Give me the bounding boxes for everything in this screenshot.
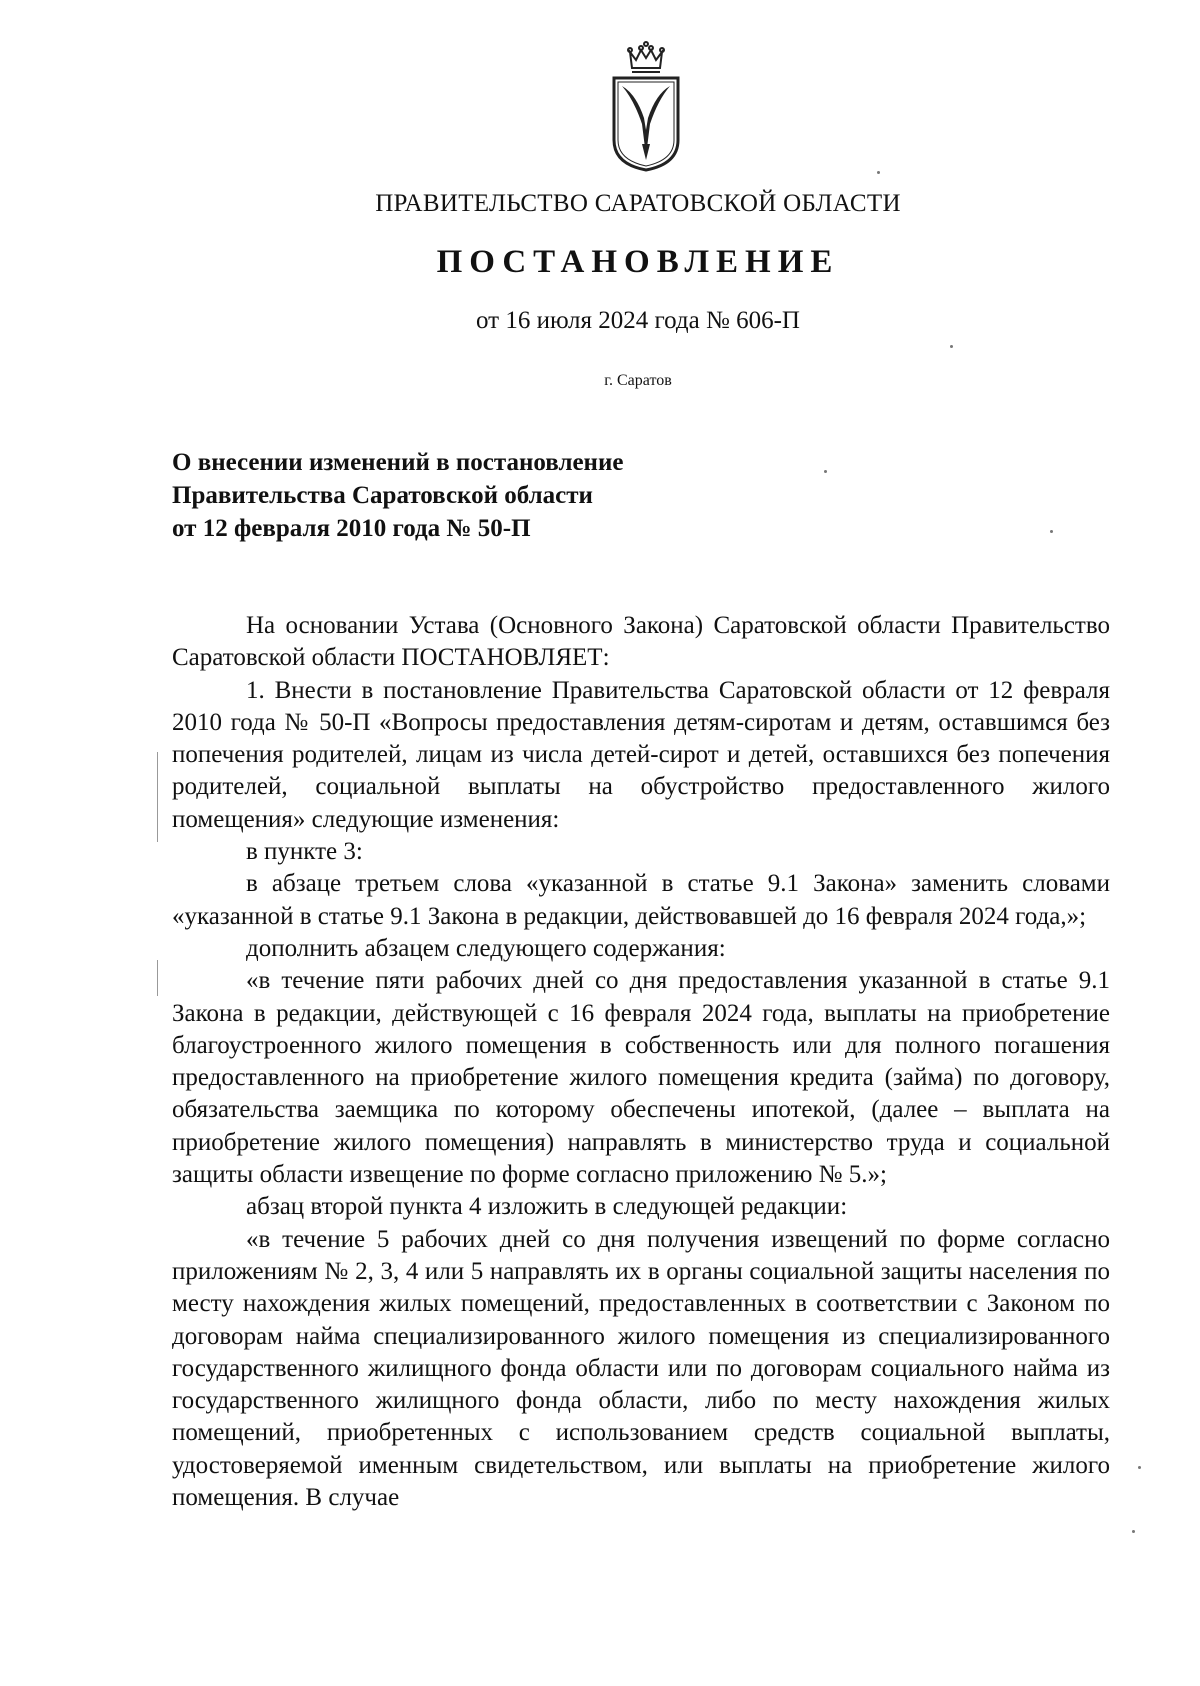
document-type: ПОСТАНОВЛЕНИЕ bbox=[436, 244, 840, 280]
government-name: ПРАВИТЕЛЬСТВО САРАТОВСКОЙ ОБЛАСТИ bbox=[375, 190, 901, 217]
heading-line: О внесении изменений в постановление bbox=[172, 449, 624, 476]
body-paragraph: На основании Устава (Основного Закона) Саратовской области Правительство Саратовской области ПОСТАНОВЛЯЕТ: bbox=[172, 612, 1110, 672]
document-date-number: от 16 июля 2024 года № 606-П bbox=[476, 307, 800, 334]
body-paragraph: дополнить абзацем следующего содержания: bbox=[246, 934, 726, 962]
scan-speck bbox=[877, 171, 880, 174]
heading-line: от 12 февраля 2010 года № 50-П bbox=[172, 515, 531, 542]
body-paragraph: «в течение 5 рабочих дней со дня получения извещений по форме согласно приложениям № 2, 3, 4 или 5 направлять их в органы социальной защиты населения по месту нахождения жилых помещений, предоставленных в соответствии с Законом по договорам найма специализированного жилого помещения из специализированного государственного жилищного фонда области или по договорам социального найма из государственного жилищного фонда области, либо по месту нахождения жилых помещений, приобретенных с использованием средств социальной выплаты, удостоверяемой именным свидетельством, или выплаты на приобретение жилого помещения. В случае bbox=[172, 1225, 1110, 1512]
scan-speck bbox=[824, 470, 827, 473]
document-heading bbox=[172, 446, 623, 545]
body-paragraph: в абзаце третьем слова «указанной в статье 9.1 Закона» заменить словами «указанной в статье 9.1 Закона в редакции, действовавшей до 16 февраля 2024 года,»; bbox=[172, 870, 1110, 930]
document-city: г. Саратов bbox=[604, 372, 672, 389]
saratov-coat-of-arms-icon bbox=[608, 40, 684, 174]
scan-mark bbox=[157, 752, 158, 842]
scan-speck bbox=[1050, 530, 1053, 533]
scan-speck bbox=[1138, 1466, 1141, 1469]
scan-mark bbox=[157, 960, 158, 996]
body-paragraph: «в течение пяти рабочих дней со дня предоставления указанной в статье 9.1 Закона в редакции, действующей с 16 февраля 2024 года, выплаты на приобретение благоустроенного жилого помещения в собственность или для полного погашения предоставленного на приобретение жилого помещения кредита (займа) по договору, обязательства заемщика по которому обеспечены ипотекой, (далее – выплата на приобретение жилого помещения) направлять в министерство труда и социальной защиты области извещение по форме согласно приложению № 5.»; bbox=[172, 967, 1110, 1189]
body-paragraph: в пункте 3: bbox=[246, 838, 363, 866]
heading-line: Правительства Саратовской области bbox=[172, 482, 593, 509]
body-paragraph: 1. Внести в постановление Правительства Саратовской области от 12 февраля 2010 года № 50-П «Вопросы предоставления детям-сиротам и детям, оставшимся без попечения родителей, лицам из числа детей-сирот и детей, оставшихся без попечения родителей, социальной выплаты на обустройство предоставленного жилого помещения» следующие изменения: bbox=[172, 676, 1110, 833]
scan-speck bbox=[1132, 1530, 1135, 1533]
body-paragraph: абзац второй пункта 4 изложить в следующей редакции: bbox=[246, 1193, 848, 1221]
document-body bbox=[172, 610, 1110, 1514]
scan-speck bbox=[950, 345, 953, 348]
